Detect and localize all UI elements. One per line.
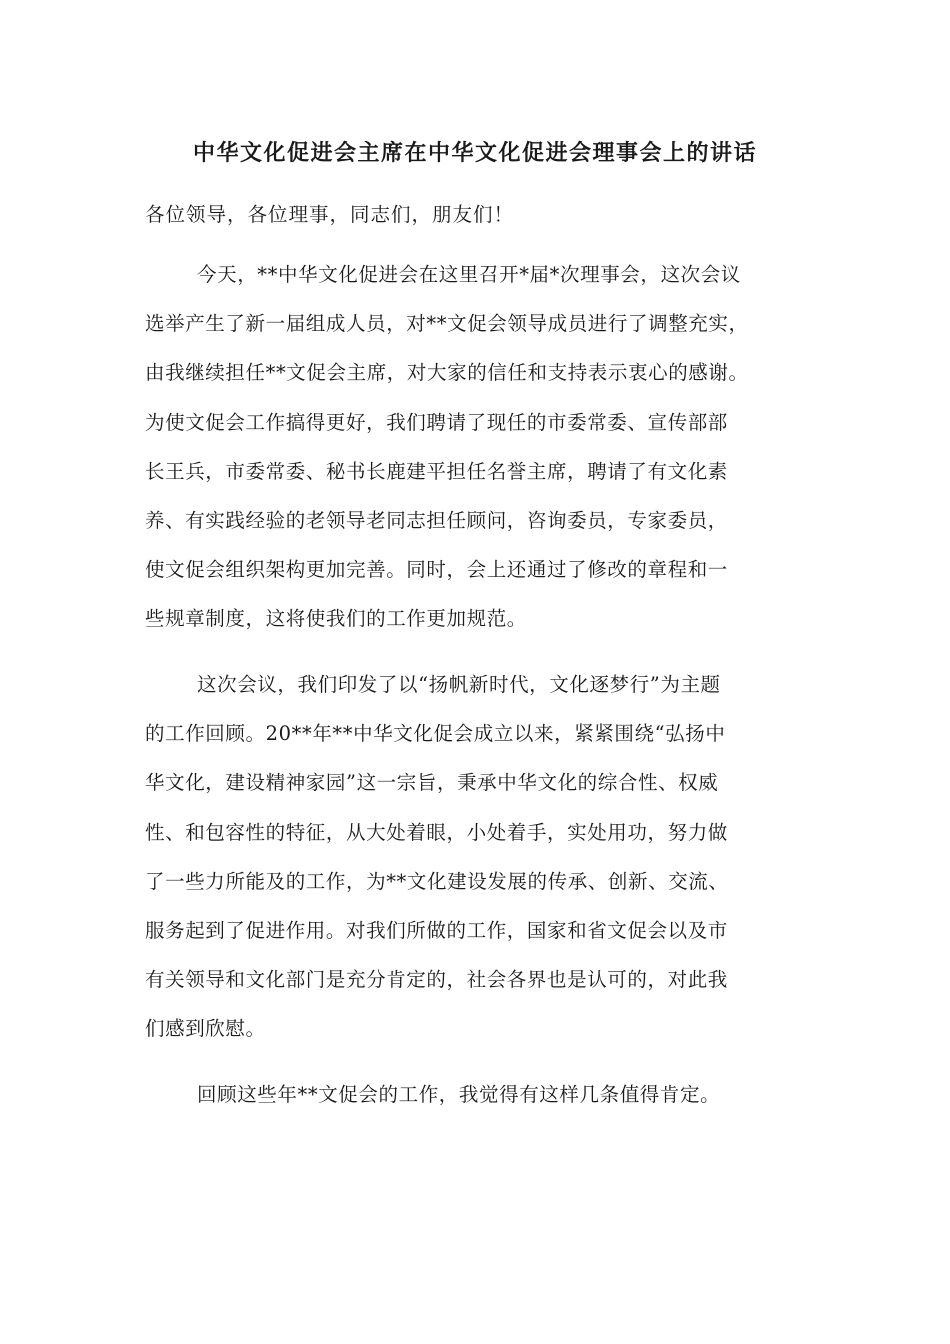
document-title: 中华文化促进会主席在中华文化促进会理事会上的讲话 [192,140,757,166]
paragraph-line: 由我继续担任**文促会主席，对大家的信任和支持表示衷心的感谢。 [145,361,749,385]
paragraph-line: 有关领导和文化部门是充分肯定的，社会各界也是认可的，对此我 [145,968,728,992]
paragraph-line: 华文化，建设精神家园”这一宗旨，秉承中华文化的综合性、权威 [145,771,719,795]
paragraph-line: 为使文促会工作搞得更好，我们聘请了现任的市委常委、宣传部部 [145,410,728,434]
paragraph-line: 今天，**中华文化促进会在这里召开*届*次理事会，这次会议 [197,263,741,286]
paragraph-line: 些规章制度，这将使我们的工作更加规范。 [145,607,527,631]
paragraph-line: 养、有实践经验的老领导老同志担任顾问，咨询委员，专家委员， [145,508,728,532]
paragraph-line: 们感到欣慰。 [145,1017,266,1041]
paragraph-line: 选举产生了新一届组成人员，对**文促会领导成员进行了调整充实， [145,312,749,336]
paragraph-line: 服务起到了促进作用。对我们所做的工作，国家和省文促会以及市 [145,918,728,942]
paragraph-1 [145,256,805,650]
paragraph-3 [145,1076,805,1125]
paragraph-line: 的工作回顾。20**年**中华文化促会成立以来，紧紧围绕“弘扬中 [145,722,726,746]
paragraph-line: 回顾这些年**文促会的工作，我觉得有这样几条值得肯定。 [197,1083,721,1106]
paragraph-line: 了一些力所能及的工作，为**文化建设发展的传承、创新、交流、 [145,869,729,893]
paragraph-line: 长王兵，市委常委、秘书长鹿建平担任名誉主席，聘请了有文化素 [145,459,728,483]
paragraph-line: 性、和包容性的特征，从大处着眼，小处着手，实处用功，努力做 [145,820,728,844]
paragraph-line: 这次会议，我们印发了以“扬帆新时代，文化逐梦行”为主题 [197,673,721,696]
paragraph-2 [145,666,805,1060]
paragraph-line: 使文促会组织架构更加完善。同时，会上还通过了修改的章程和一 [145,558,728,582]
salutation: 各位领导，各位理事，同志们，朋友们！ [145,203,515,226]
